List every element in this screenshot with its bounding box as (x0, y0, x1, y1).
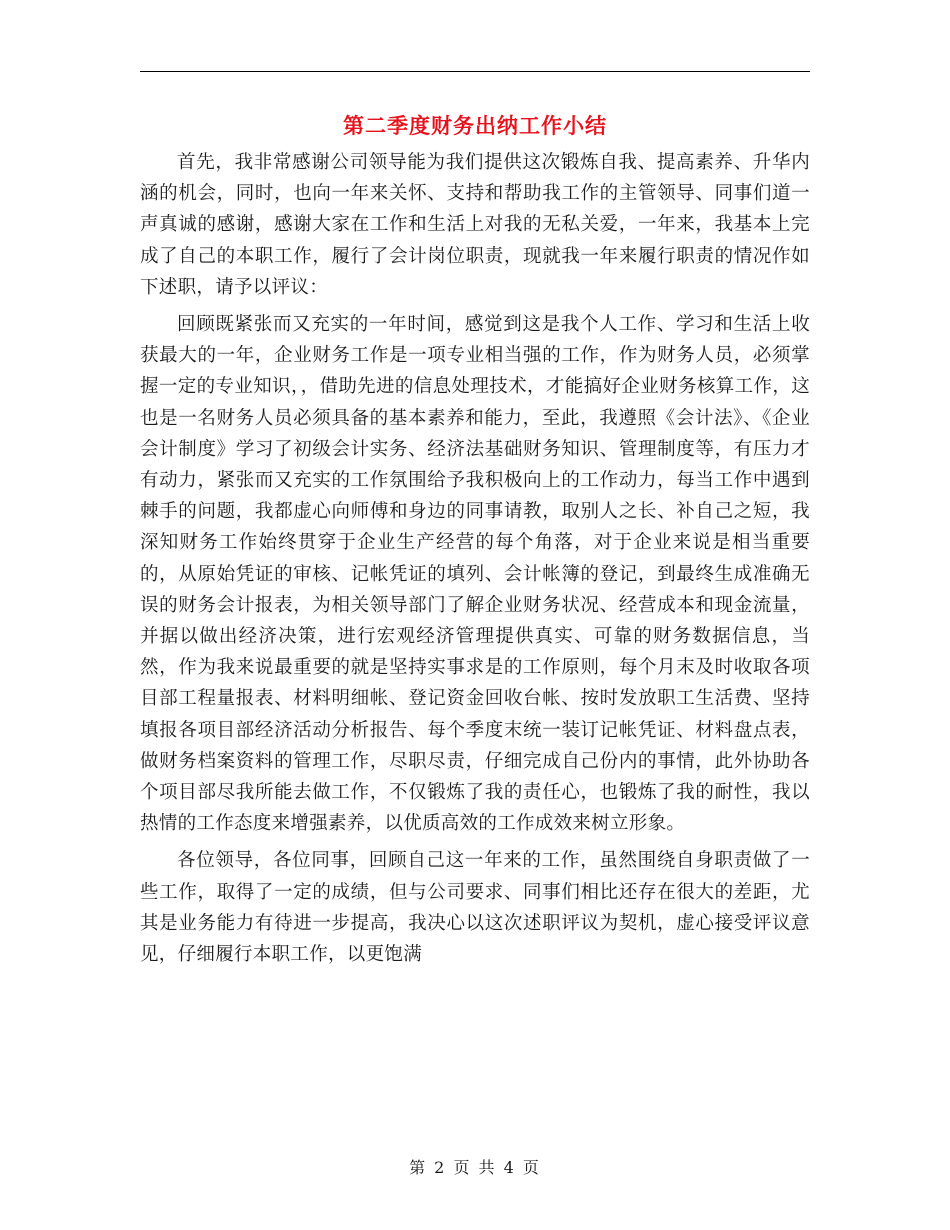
document-body (140, 147, 810, 970)
paragraph-2: 回顾既紧张而又充实的一年时间，感觉到这是我个人工作、学习和生活上收获最大的一年，企业财务工作是一项专业相当强的工作，作为财务人员，必须掌握一定的专业知识，，借助先进的信息处理技术，才能搞好企业财务核算工作，这也是一名财务人员必须具备的基本素养和能力，至此，我遵照《会计法》、《企业会计制度》学习了初级会计实务、经济法基础财务知识、管理制度等，有压力才有动力，紧张而又充实的工作氛围给予我积极向上的工作动力，每当工作中遇到棘手的问题，我都虚心向师傅和身边的同事请教，取别人之长、补自己之短，我深知财务工作始终贯穿于企业生产经营的每个角落，对于企业来说是相当重要的，从原始凭证的审核、记帐凭证的填列、会计帐簿的登记，到最终生成准确无误的财务会计报表，为相关领导部门了解企业财务状况、经营成本和现金流量，并据以做出经济决策，进行宏观经济管理提供真实、可靠的财务数据信息，当然，作为我来说最重要的就是坚持实事求是的工作原则，每个月末及时收取各项目部工程量报表、材料明细帐、登记资金回收台帐、按时发放职工生活费、坚持填报各项目部经济活动分析报告、每个季度末统一装订记帐凭证、材料盘点表，做财务档案资料的管理工作，尽职尽责，仔细完成自己份内的事情，此外协助各个项目部尽我所能去做工作，不仅锻炼了我的责任心，也锻炼了我的耐性，我以热情的工作态度来增强素养，以优质高效的工作成效来树立形象。 (140, 314, 810, 835)
paragraph-1: 首先，我非常感谢公司领导能为我们提供这次锻炼自我、提高素养、升华内涵的机会，同时，也向一年来关怀、支持和帮助我工作的主管领导、同事们道一声真诚的感谢，感谢大家在工作和生活上对我的无私关爱，一年来，我基本上完成了自己的本职工作，履行了会计岗位职责，现就我一年来履行职责的情况作如下述职，请予以评议： (140, 152, 810, 298)
page-number: 第 2 页 共 4 页 (409, 1158, 541, 1177)
document-title: 第二季度财务出纳工作小结 (343, 113, 607, 138)
paragraph-3: 各位领导，各位同事，回顾自己这一年来的工作，虽然围绕自身职责做了一些工作，取得了一定的成绩，但与公司要求、同事们相比还存在很大的差距，尤其是业务能力有待进一步提高，我决心以这次述职评议为契机，虚心接受评议意见，仔细履行本职工作，以更饱满 (140, 850, 810, 966)
header-rule (140, 71, 810, 72)
